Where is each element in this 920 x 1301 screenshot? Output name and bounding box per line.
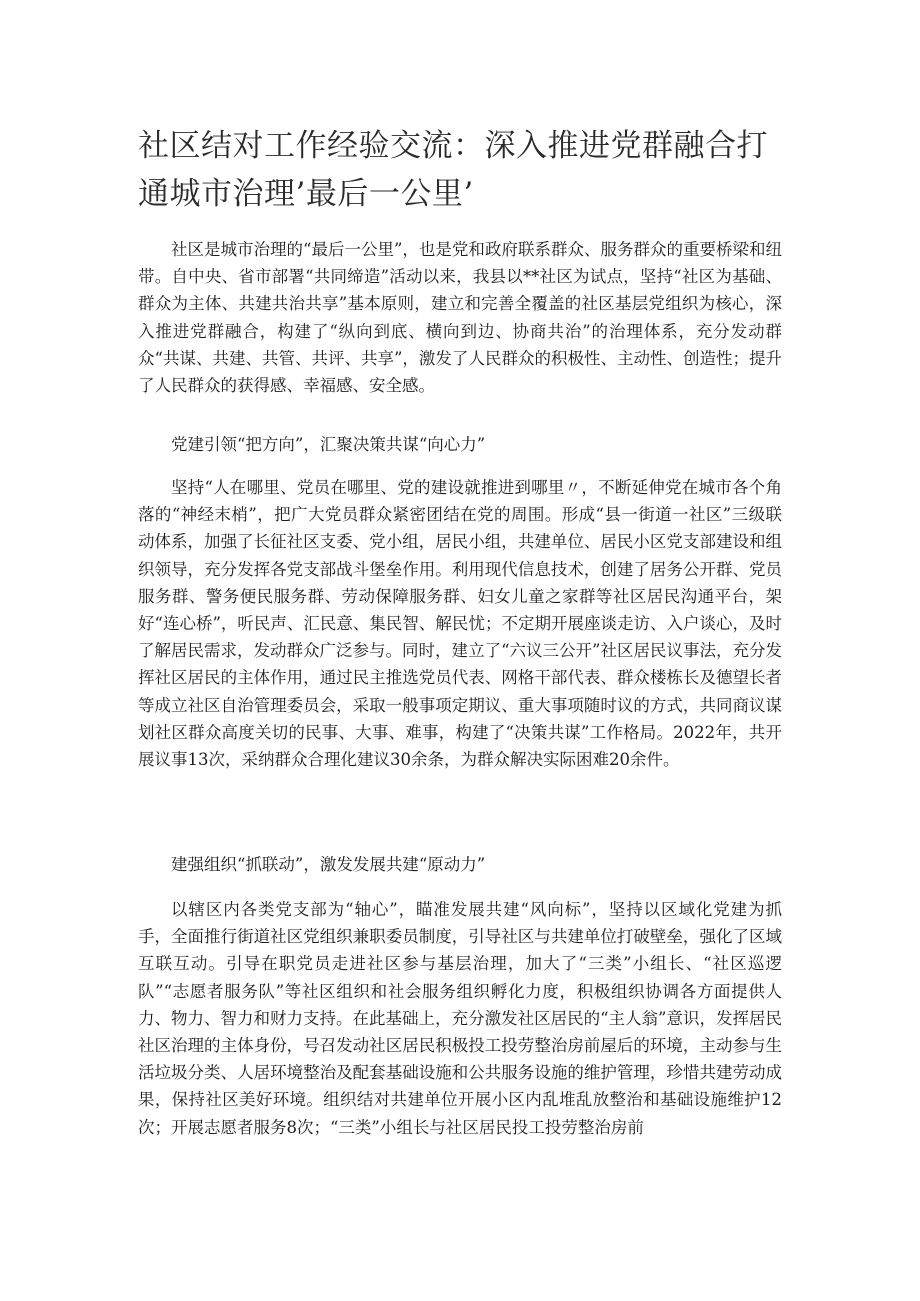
document-title: 社区结对工作经验交流：深入推进党群融合打通城市治理’最后一公里’ [138,128,768,212]
section-heading-direction: 党建引领“把方向”，汇聚决策共谋“向心力” [171,435,486,454]
section-heading-organization: 建强组织“抓联动”，激发发展共建“原动力” [171,855,486,874]
section-paragraph-organization: 以辖区内各类党支部为“轴心”，瞄准发展共建“风向标”，坚持以区域化党建为抓手，全面推行街道社区党组织兼职委员制度，引导社区与共建单位打破壁垒，强化了区域互联互动。引导在职党员走进社区参与基层治理，加大了“三类”小组长、“社区巡逻队”“志愿者服务队”等社区组织和社会服务组织孵化力度，积极组织协调各方面提供人力、物力、智力和财力支持。在此基础上，充分激发社区居民的“主人翁”意识，发挥居民社区治理的主体身份，号召发动社区居民积极投工投劳整治房前屋后的环境，主动参与生活垃圾分类、人居环境整治及配套基础设施和公共服务设施的维护管理，珍惜共建劳动成果，保持社区美好环境。组织结对共建单位开展小区内乱堆乱放整治和基础设施维护12次；开展志愿者服务8次；“三类”小组长与社区居民投工投劳整治房前 [138,900,782,1137]
section-paragraph-direction: 坚持“人在哪里、党员在哪里、党的建设就推进到哪里〃，不断延伸党在城市各个角落的“神经末梢”，把广大党员群众紧密团结在党的周围。形成“县一街道一社区”三级联动体系，加强了长征社区支委、党小组，居民小组，共建单位、居民小区党支部建设和组织领导，充分发挥各党支部战斗堡垒作用。利用现代信息技术，创建了居务公开群、党员服务群、警务便民服务群、劳动保障服务群、妇女儿童之家群等社区居民沟通平台，架好“连心桥”，听民声、汇民意、集民智、解民忧；不定期开展座谈走访、入户谈心，及时了解居民需求，发动群众广泛参与。同时，建立了“六议三公开”社区居民议事法，充分发挥社区居民的主体作用，通过民主推选党员代表、网格干部代表、群众楼栋长及德望长者等成立社区自治管理委员会，采取一般事项定期议、重大事项随时议的方式，共同商议谋划社区群众高度关切的民事、大事、难事，构建了“决策共谋”工作格局。2022年，共开展议事13次，采纳群众合理化建议30余条，为群众解决实际困难20余件。 [138,478,782,770]
intro-paragraph: 社区是城市治理的“最后一公里”，也是党和政府联系群众、服务群众的重要桥梁和纽带。自中央、省市部署“共同缔造”活动以来，我县以**社区为试点，坚持“社区为基础、群众为主体、共建共治共享”基本原则，建立和完善全覆盖的社区基层党组织为核心，深入推进党群融合，构建了“纵向到底、横向到边、协商共治”的治理体系，充分发动群众“共谋、共建、共管、共评、共享”，激发了人民群众的积极性、主动性、创造性；提升了人民群众的获得感、幸福感、安全感。 [138,240,782,396]
